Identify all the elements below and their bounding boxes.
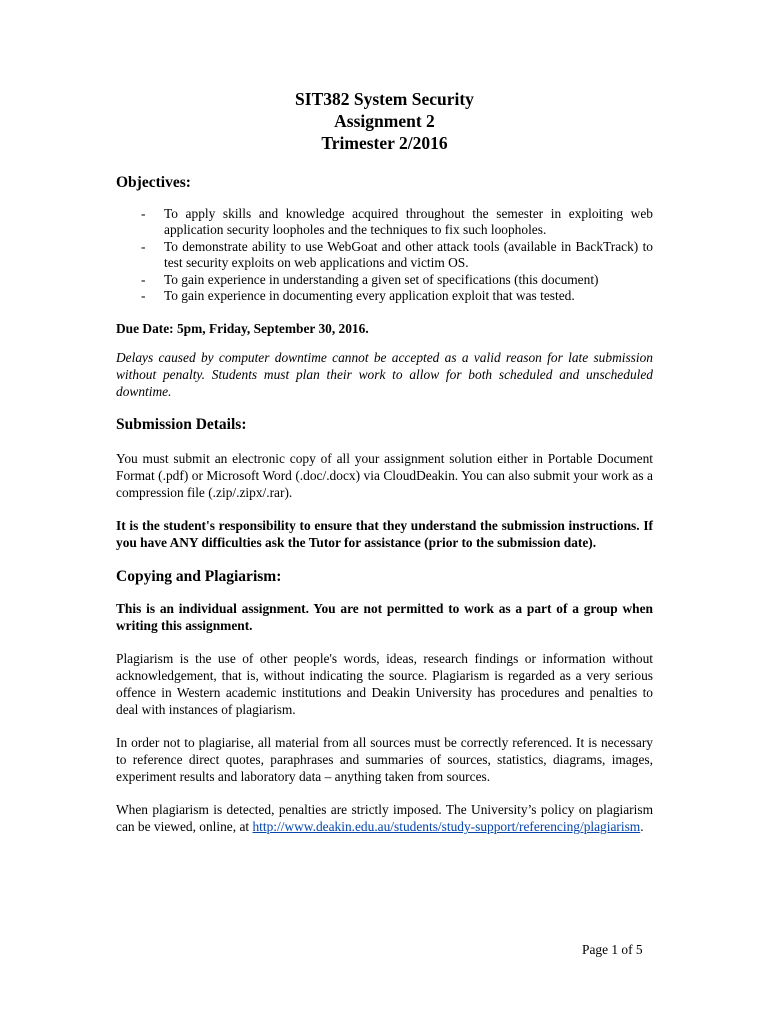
list-item	[116, 239, 653, 272]
policy-text: When plagiarism is detected, penalties are strictly imposed. The University’s policy on plagiarism can be viewed, online, at	[116, 802, 653, 835]
responsibility-paragraph: It is the student's responsibility to ensure that they understand the submission instructions. If you have ANY difficulties ask the Tutor for assistance (prior to the submission date).	[116, 518, 653, 551]
bullet-dash: -	[141, 238, 146, 254]
objectives-heading: Objectives:	[116, 174, 191, 191]
objective-text: To apply skills and knowledge acquired throughout the semester in exploiting web application security loopholes and the techniques to fix such loopholes.	[164, 206, 653, 238]
page-number: Page 1 of 5	[582, 942, 643, 957]
list-item	[116, 272, 653, 288]
objectives-list	[116, 206, 653, 304]
plagiarism-heading: Copying and Plagiarism:	[116, 568, 282, 586]
submission-heading: Submission Details:	[116, 416, 247, 434]
plagiarism-policy-link[interactable]: http://www.deakin.edu.au/students/study-support/referencing/plagiarism	[252, 819, 641, 835]
bullet-dash: -	[141, 271, 146, 287]
document-header	[116, 88, 653, 154]
bullet-dash: -	[141, 288, 146, 304]
individual-paragraph: This is an individual assignment. You are not permitted to work as a part of a group when writing this assignment.	[116, 601, 653, 634]
course-title: SIT382 System Security	[295, 89, 474, 109]
plagiarism-definition: Plagiarism is the use of other people's words, ideas, research findings or information without acknowledgement, that is, without indicating the source. Plagiarism is regarded as a very serious offence in Western academic institutions and Deakin University has procedures and penalties to deal with instances of plagiarism.	[116, 651, 653, 718]
list-item	[116, 206, 653, 239]
list-item	[116, 288, 653, 304]
bullet-dash: -	[141, 206, 146, 221]
document-page	[116, 88, 653, 835]
assignment-title: Assignment 2	[334, 111, 435, 131]
downtime-note: Delays caused by computer downtime cannot be accepted as a valid reason for late submission without penalty. Students must plan their work to allow for both scheduled and unscheduled downtime.	[116, 350, 653, 400]
due-date: Due Date: 5pm, Friday, September 30, 2016.	[116, 321, 369, 337]
objective-text: To gain experience in documenting every application exploit that was tested.	[164, 288, 575, 304]
policy-paragraph	[116, 801, 653, 835]
policy-suffix: .	[640, 819, 644, 835]
objective-text: To demonstrate ability to use WebGoat and other attack tools (available in BackTrack) to test security exploits on web applications and victim OS.	[164, 238, 653, 271]
submission-paragraph: You must submit an electronic copy of all your assignment solution either in Portable Document Format (.pdf) or Microsoft Word (.doc/.docx) via CloudDeakin. You can also submit your work as a compression file (.zip/.zipx/.rar).	[116, 451, 653, 501]
objective-text: To gain experience in understanding a given set of specifications (this document)	[164, 271, 599, 287]
trimester-title: Trimester 2/2016	[321, 133, 448, 153]
referencing-paragraph: In order not to plagiarise, all material from all sources must be correctly referenced. It is necessary to reference direct quotes, paraphrases and summaries of sources, statistics, diagrams, images, experiment results and laboratory data – anything taken from sources.	[116, 735, 653, 785]
